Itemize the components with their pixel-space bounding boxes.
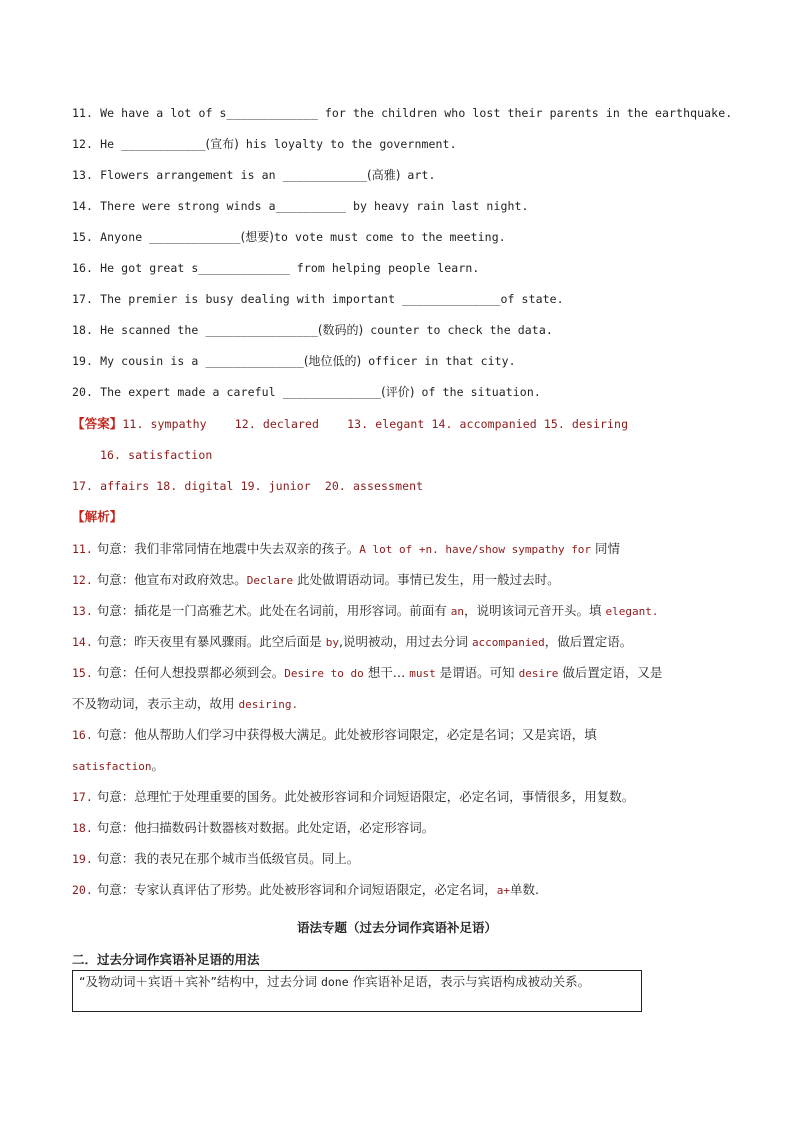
explanation-chinese-text: 句意：他从帮助人们学习中获得极大满足。此处被形容词限定，必定是名词；又是宾语，填 bbox=[92, 727, 597, 742]
explanation-english-text: satisfaction bbox=[72, 760, 152, 773]
question-pre: He got great s bbox=[100, 261, 199, 275]
explanation-chinese-text: ，说明该词元音开头。填 bbox=[463, 603, 606, 618]
rule-box bbox=[72, 970, 642, 1012]
explanation-num: 16. bbox=[72, 728, 93, 742]
question-num: 15. bbox=[72, 230, 94, 244]
explanation-chinese-text: 做后置定语，又是 bbox=[558, 665, 663, 680]
explanation-num: 19. bbox=[72, 852, 93, 866]
explanation-chinese-text: 句意：我们非常同情在地震中失去双亲的孩子。 bbox=[92, 541, 360, 556]
question-num: 14. bbox=[72, 199, 94, 213]
explanation-line bbox=[72, 758, 164, 775]
explanation-line bbox=[72, 665, 662, 682]
explanation-line bbox=[72, 634, 632, 651]
question-blank[interactable]: _____________ bbox=[149, 230, 241, 244]
explanation-chinese-text: 不及物动词，表示主动，故用 bbox=[72, 696, 239, 711]
question-num: 12. bbox=[72, 137, 94, 151]
explanation-line bbox=[72, 789, 634, 805]
question-blank[interactable]: _____________ bbox=[198, 261, 290, 275]
explanation-chinese-text: 单数. bbox=[510, 882, 539, 897]
question-hint: (数码的) bbox=[317, 323, 364, 337]
explanation-english-text: A lot of +n. have/show sympathy for bbox=[359, 543, 592, 556]
question-post: officer in that city. bbox=[361, 354, 516, 368]
question-line bbox=[72, 353, 516, 369]
question-line bbox=[72, 291, 564, 307]
question-line bbox=[72, 229, 506, 245]
explanation-english-text: accompanied bbox=[471, 636, 545, 649]
explanation-chinese-text: 想干… bbox=[363, 665, 410, 680]
question-pre: We have a lot of s bbox=[100, 106, 227, 120]
question-num: 13. bbox=[72, 168, 94, 182]
explanation-chinese-text: 句意：我的表兄在那个城市当低级官员。同上。 bbox=[92, 851, 360, 866]
explanation-english-text: an bbox=[450, 605, 464, 618]
explanation-chinese-text: 句意：他扫描数码计数器核对数据。此处定语，必定形容词。 bbox=[92, 820, 435, 835]
question-post: for the children who lost their parents in the earthquake. bbox=[317, 106, 733, 120]
question-post: art. bbox=[400, 168, 436, 182]
question-line bbox=[72, 136, 457, 152]
question-blank[interactable]: _____________ bbox=[226, 106, 318, 120]
question-post: by heavy rain last night. bbox=[345, 199, 529, 213]
explanation-num: 18. bbox=[72, 821, 93, 835]
question-line bbox=[72, 322, 553, 338]
question-pre: There were strong winds a bbox=[100, 199, 276, 213]
explanation-chinese-text: 。 bbox=[151, 758, 164, 773]
question-post: from helping people learn. bbox=[289, 261, 480, 275]
question-blank[interactable]: ____________ bbox=[282, 168, 368, 182]
question-num: 17. bbox=[72, 292, 94, 306]
question-post: of the situation. bbox=[414, 385, 541, 399]
question-line bbox=[72, 260, 479, 276]
question-pre: Anyone bbox=[100, 230, 150, 244]
rule-text-1: “及物动词＋宾语＋宾补”结构中，过去分词 bbox=[79, 974, 321, 989]
question-pre: My cousin is a bbox=[100, 354, 206, 368]
explanation-english-text: must bbox=[409, 667, 436, 680]
question-post: to vote must come to the meeting. bbox=[273, 230, 506, 244]
answers-text-3: 17. affairs 18. digital 19. junior 20. assessment bbox=[72, 479, 424, 493]
question-pre: The premier is busy dealing with important bbox=[100, 292, 403, 306]
explanation-english-text: by bbox=[325, 636, 339, 649]
explanation-chinese-text: 句意：他宣布对政府效忠。 bbox=[92, 572, 247, 587]
question-pre: Flowers arrangement is an bbox=[100, 168, 283, 182]
explanation-english-text: desiring. bbox=[238, 698, 299, 711]
explanation-num: 20. bbox=[72, 883, 93, 897]
explanation-chinese-text: 句意：总理忙于处理重要的国务。此处被形容词和介词短语限定，必定名词，事情很多，用复数。 bbox=[92, 789, 635, 804]
question-blank[interactable]: ____________ bbox=[121, 137, 206, 151]
explain-tag-line bbox=[72, 509, 122, 525]
explanation-line bbox=[72, 572, 560, 589]
explanation-num: 13. bbox=[72, 604, 93, 618]
question-line bbox=[72, 105, 732, 121]
question-blank[interactable]: ______________ bbox=[282, 385, 382, 399]
question-post: his loyalty to the government. bbox=[238, 137, 457, 151]
question-line bbox=[72, 384, 541, 400]
explanation-line bbox=[72, 696, 298, 713]
explanation-num: 14. bbox=[72, 635, 93, 649]
explanation-english-text: desire bbox=[518, 667, 559, 680]
explanation-english-text: elegant. bbox=[605, 605, 659, 618]
explanation-chinese-text: 句意：插花是一门高雅艺术。此处在名词前，用形容词。前面有 bbox=[92, 603, 451, 618]
explanation-line bbox=[72, 541, 620, 558]
question-hint: (评价) bbox=[381, 385, 415, 399]
explanation-line bbox=[72, 851, 359, 867]
question-num: 19. bbox=[72, 354, 94, 368]
question-post: of state. bbox=[500, 292, 564, 306]
question-num: 20. bbox=[72, 385, 94, 399]
rule-text-2: 作宾语补足语，表示与宾语构成被动关系。 bbox=[348, 974, 591, 989]
section-title: 语法专题（过去分词作宾语补足语） bbox=[296, 920, 497, 935]
explanation-english-text: Desire to do bbox=[284, 667, 364, 680]
question-pre: He bbox=[100, 137, 122, 151]
question-hint: (地位低的) bbox=[303, 354, 362, 368]
explanation-num: 12. bbox=[72, 573, 93, 587]
question-line bbox=[72, 167, 436, 183]
explanation-line bbox=[72, 820, 434, 836]
explanation-english-text: a+ bbox=[496, 884, 511, 897]
question-pre: He scanned the bbox=[100, 323, 206, 337]
explain-tag: 【解析】 bbox=[72, 509, 123, 524]
explanation-chinese-text: 句意：任何人想投票都必须到会。 bbox=[92, 665, 285, 680]
explanation-chinese-text: 是谓语。可知 bbox=[435, 665, 519, 680]
question-post: counter to check the data. bbox=[363, 323, 553, 337]
question-pre: The expert made a careful bbox=[100, 385, 283, 399]
sub-title: 二．过去分词作宾语补足语的用法 bbox=[72, 952, 260, 967]
explanation-chinese-text: ,说明被动，用过去分词 bbox=[338, 634, 472, 649]
rule-en: done bbox=[320, 975, 349, 989]
answer-line-2 bbox=[100, 447, 212, 463]
question-num: 11. bbox=[72, 106, 94, 120]
question-blank[interactable]: ______________ bbox=[402, 292, 501, 306]
explanation-num: 15. bbox=[72, 666, 93, 680]
explanation-chinese-text: 同情 bbox=[591, 541, 621, 556]
answer-line-1 bbox=[72, 416, 628, 432]
answers-text-1: 11. sympathy 12. declared 13. elegant 14. accompanied 15. desiring bbox=[122, 417, 629, 431]
answer-line-3 bbox=[72, 478, 423, 494]
question-hint: (高雅) bbox=[367, 168, 401, 182]
explanation-chinese-text: 句意：专家认真评估了形势。此处被形容词和介词短语限定，必定名词， bbox=[92, 882, 497, 897]
question-line bbox=[72, 198, 529, 214]
explanation-line bbox=[72, 727, 597, 743]
question-hint: (宣布) bbox=[205, 137, 239, 151]
answer-tag: 【答案】 bbox=[72, 416, 123, 431]
question-num: 16. bbox=[72, 261, 94, 275]
explanation-chinese-text: ，做后置定语。 bbox=[544, 634, 633, 649]
explanation-num: 11. bbox=[72, 542, 93, 556]
answers-text-2: 16. satisfaction bbox=[100, 448, 213, 462]
question-blank[interactable]: ________________ bbox=[205, 323, 318, 337]
explanation-chinese-text: 句意：昨天夜里有暴风骤雨。此空后面是 bbox=[92, 634, 326, 649]
explanation-line bbox=[72, 882, 539, 899]
question-blank[interactable]: __________ bbox=[275, 199, 346, 213]
explanation-line bbox=[72, 603, 658, 620]
question-hint: (想要) bbox=[240, 230, 274, 244]
explanation-chinese-text: 此处做谓语动词。事情已发生，用一般过去时。 bbox=[293, 572, 560, 587]
explanation-num: 17. bbox=[72, 790, 93, 804]
question-num: 18. bbox=[72, 323, 94, 337]
explanation-english-text: Declare bbox=[246, 574, 294, 587]
question-blank[interactable]: ______________ bbox=[205, 354, 304, 368]
